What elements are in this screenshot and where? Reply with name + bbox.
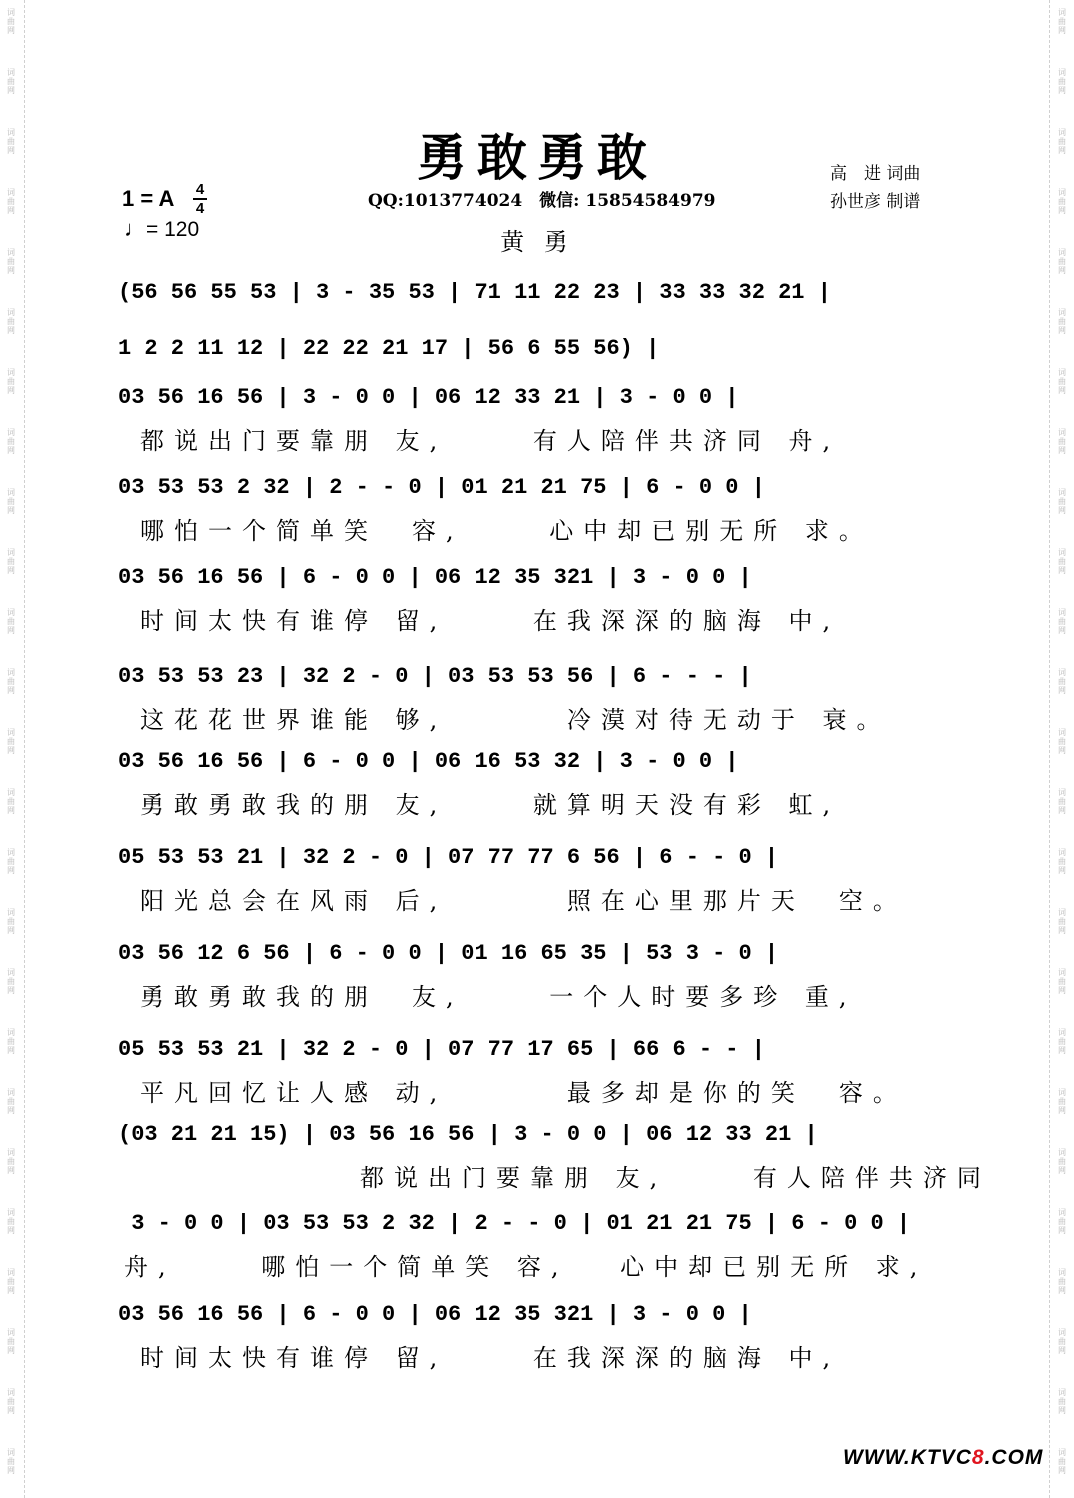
time-signature-top: 4 bbox=[195, 181, 205, 198]
watermark-text: 词曲网 bbox=[7, 728, 15, 755]
notation-line: 03 53 53 23 | 32 2 - 0 | 03 53 53 56 | 6 - - - | bbox=[118, 664, 752, 689]
credits-block bbox=[830, 160, 920, 216]
watermark-text: 词曲网 bbox=[1058, 68, 1066, 95]
watermark-text: 词曲网 bbox=[1058, 1388, 1066, 1415]
watermark-text: 词曲网 bbox=[7, 488, 15, 515]
watermark-text: 词曲网 bbox=[1058, 1148, 1066, 1175]
watermark-text: 词曲网 bbox=[7, 788, 15, 815]
watermark-text: 词曲网 bbox=[7, 1448, 15, 1475]
notation-line: (03 21 21 15) | 03 56 16 56 | 3 - 0 0 | 06 12 33 21 | bbox=[118, 1122, 818, 1147]
notation-line: 03 56 16 56 | 6 - 0 0 | 06 12 35 321 | 3 - 0 0 | bbox=[118, 1302, 752, 1327]
site-text-b: 8 bbox=[971, 1446, 985, 1469]
lyrics-line: 都说出门要靠朋 友, 有人陪伴共济同 bbox=[360, 1164, 991, 1192]
notation-line: 3 - 0 0 | 03 53 53 2 32 | 2 - - 0 | 01 21 21 75 | 6 - 0 0 | bbox=[118, 1211, 911, 1236]
watermark-text: 词曲网 bbox=[1058, 1328, 1066, 1355]
site-text-a: WWW.KTVC bbox=[843, 1446, 972, 1469]
notation-line: 05 53 53 21 | 32 2 - 0 | 07 77 17 65 | 66 6 - - | bbox=[118, 1037, 765, 1062]
site-text-c: .COM bbox=[984, 1446, 1044, 1469]
watermark-text: 词曲网 bbox=[7, 908, 15, 935]
lyrics-line: 勇敢勇敢我的朋 友, 就算明天没有彩 虹, bbox=[140, 791, 841, 819]
watermark-text: 词曲网 bbox=[7, 248, 15, 275]
watermark-text: 词曲网 bbox=[1058, 1028, 1066, 1055]
watermark-text: 词曲网 bbox=[7, 368, 15, 395]
watermark-text: 词曲网 bbox=[1058, 428, 1066, 455]
watermark-text: 词曲网 bbox=[1058, 368, 1066, 395]
tempo-value: = 120 bbox=[146, 218, 200, 241]
watermark-text: 词曲网 bbox=[1058, 188, 1066, 215]
notation-line: 03 56 16 56 | 6 - 0 0 | 06 16 53 32 | 3 - 0 0 | bbox=[118, 749, 739, 774]
watermark-text: 词曲网 bbox=[7, 608, 15, 635]
lyrics-line: 哪怕一个简单笑 容, 心中却已别无所 求。 bbox=[140, 517, 873, 545]
lyrics-line: 舟, 哪怕一个简单笑 容, 心中却已别无所 求, bbox=[124, 1253, 928, 1281]
watermark-text: 词曲网 bbox=[1058, 668, 1066, 695]
watermark-text: 词曲网 bbox=[1058, 728, 1066, 755]
notation-line: 05 53 53 21 | 32 2 - 0 | 07 77 77 6 56 | 6 - - 0 | bbox=[118, 845, 779, 870]
watermark-text: 词曲网 bbox=[7, 1388, 15, 1415]
notation-line: 03 56 12 6 56 | 6 - 0 0 | 01 16 65 35 | 53 3 - 0 | bbox=[118, 941, 779, 966]
tempo-marking bbox=[124, 216, 199, 242]
credit-lyrics-music: 高 进 词曲 bbox=[830, 164, 921, 184]
lyrics-line: 时间太快有谁停 留, 在我深深的脑海 中, bbox=[140, 1344, 841, 1372]
quarter-note-icon: ♩ bbox=[124, 216, 146, 241]
singer-name: 黄 勇 bbox=[500, 228, 574, 256]
watermark-text: 词曲网 bbox=[7, 428, 15, 455]
notation-line: 03 56 16 56 | 3 - 0 0 | 06 12 33 21 | 3 - 0 0 | bbox=[118, 385, 739, 410]
watermark-text: 词曲网 bbox=[7, 968, 15, 995]
watermark-text: 词曲网 bbox=[7, 188, 15, 215]
watermark-text: 词曲网 bbox=[7, 1328, 15, 1355]
notation-line: 1 2 2 11 12 | 22 22 21 17 | 56 6 55 56) | bbox=[118, 336, 660, 361]
watermark-text: 词曲网 bbox=[1058, 908, 1066, 935]
watermark-text: 词曲网 bbox=[7, 848, 15, 875]
lyrics-line: 勇敢勇敢我的朋 友, 一个人时要多珍 重, bbox=[140, 983, 857, 1011]
watermark-text: 词曲网 bbox=[7, 668, 15, 695]
watermark-text: 词曲网 bbox=[7, 548, 15, 575]
lyrics-line: 都说出门要靠朋 友, 有人陪伴共济同 舟, bbox=[140, 427, 841, 455]
watermark-text: 词曲网 bbox=[1058, 968, 1066, 995]
watermark-text: 词曲网 bbox=[7, 8, 15, 35]
watermark-text: 词曲网 bbox=[1058, 248, 1066, 275]
watermark-text: 词曲网 bbox=[7, 308, 15, 335]
notation-line: 03 53 53 2 32 | 2 - - 0 | 01 21 21 75 | 6 - 0 0 | bbox=[118, 475, 765, 500]
watermark-text: 词曲网 bbox=[1058, 1088, 1066, 1115]
contact-info: QQ:1013774024 微信: 15854584979 bbox=[368, 191, 716, 211]
song-title: 勇敢勇敢 bbox=[417, 128, 657, 187]
watermark-text: 词曲网 bbox=[7, 68, 15, 95]
site-watermark bbox=[843, 1446, 1043, 1470]
time-signature bbox=[193, 182, 207, 216]
watermark-text: 词曲网 bbox=[1058, 548, 1066, 575]
watermark-text: 词曲网 bbox=[7, 1268, 15, 1295]
time-signature-bottom: 4 bbox=[195, 200, 205, 217]
watermark-text: 词曲网 bbox=[1058, 848, 1066, 875]
watermark-text: 词曲网 bbox=[1058, 1208, 1066, 1235]
watermark-text: 词曲网 bbox=[7, 1148, 15, 1175]
watermark-text: 词曲网 bbox=[1058, 308, 1066, 335]
watermark-text: 词曲网 bbox=[1058, 1268, 1066, 1295]
lyrics-line: 阳光总会在风雨 后, 照在心里那片天 空。 bbox=[140, 887, 907, 915]
watermark-text: 词曲网 bbox=[7, 1028, 15, 1055]
watermark-text: 词曲网 bbox=[1058, 1448, 1066, 1475]
watermark-text: 词曲网 bbox=[1058, 488, 1066, 515]
lyrics-line: 平凡回忆让人感 动, 最多却是你的笑 容。 bbox=[140, 1079, 907, 1107]
watermark-text: 词曲网 bbox=[1058, 608, 1066, 635]
watermark-text: 词曲网 bbox=[1058, 788, 1066, 815]
key-signature: 1 = A bbox=[122, 186, 175, 211]
notation-line: (56 56 55 53 | 3 - 35 53 | 71 11 22 23 | 33 33 32 21 | bbox=[118, 280, 831, 305]
watermark-text: 词曲网 bbox=[1058, 128, 1066, 155]
notation-line: 03 56 16 56 | 6 - 0 0 | 06 12 35 321 | 3 - 0 0 | bbox=[118, 565, 752, 590]
watermark-text: 词曲网 bbox=[7, 128, 15, 155]
watermark-text: 词曲网 bbox=[7, 1088, 15, 1115]
lyrics-line: 这花花世界谁能 够, 冷漠对待无动于 衰。 bbox=[140, 706, 891, 734]
watermark-text: 词曲网 bbox=[1058, 8, 1066, 35]
lyrics-line: 时间太快有谁停 留, 在我深深的脑海 中, bbox=[140, 607, 841, 635]
watermark-text: 词曲网 bbox=[7, 1208, 15, 1235]
credit-score: 孙世彦 制谱 bbox=[830, 192, 921, 212]
